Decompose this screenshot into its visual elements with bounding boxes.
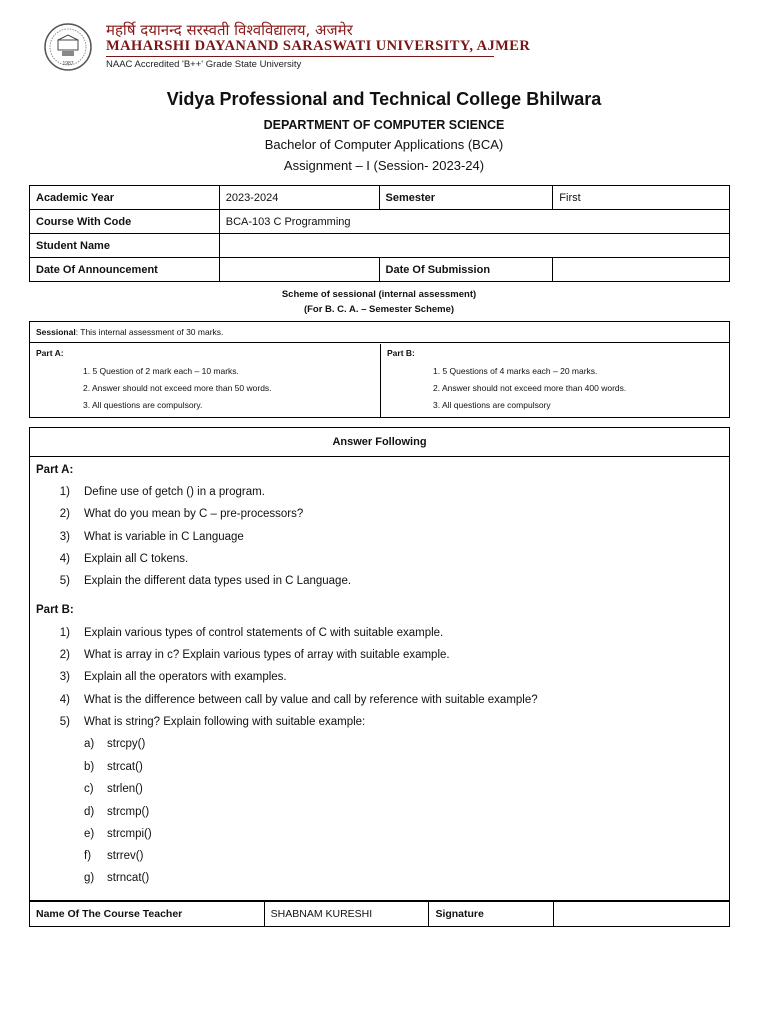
part-b-rule: 3. All questions are compulsory [433,400,551,410]
part-a-rule: 3. All questions are compulsory. [83,400,203,410]
sessional-heading [30,322,729,343]
university-name: MAHARSHI DAYANAND SARASWATI UNIVERSITY, AJMER [106,38,531,54]
header-rule [106,56,494,57]
subitem-letter: g) [84,872,95,884]
subitem-letter: f) [84,850,92,862]
department-title: DEPARTMENT OF COMPUTER SCIENCE [263,118,505,132]
sessional-box [29,321,730,418]
question-number: 5) [59,716,70,728]
assignment-title: Assignment – I (Session- 2023-24) [283,158,485,173]
question-number: 3) [59,531,70,543]
course-value: BCA-103 C Programming [219,210,729,234]
question-text: What is array in c? Explain various types of array with suitable example. [84,649,450,661]
part-a-heading: Part A: [36,464,74,476]
question-number: 4) [59,694,70,706]
part-b-rule: 2. Answer should not exceed more than 400 words. [433,383,627,393]
info-table [29,185,730,282]
part-a-rule: 1. 5 Question of 2 mark each – 10 marks. [83,366,239,376]
part-b-rule: 1. 5 Questions of 4 marks each – 20 marks. [433,366,598,376]
subitem-text: strcpy() [107,738,146,750]
announcement-date-label: Date Of Announcement [30,258,220,282]
subitem-letter: b) [84,761,95,773]
part-b-heading: Part B: [36,604,74,616]
teacher-value: SHABNAM KURESHI [264,902,429,927]
svg-text:1987: 1987 [62,61,74,67]
semester-label: Semester [379,186,553,210]
scheme-title: Scheme of sessional (internal assessment) [281,289,477,300]
question-text: Explain all the operators with examples. [84,671,287,683]
program-title: Bachelor of Computer Applications (BCA) [264,137,504,152]
question-text: What is string? Explain following with suitable example: [84,716,366,728]
table-row [30,258,730,282]
part-a-rule: 2. Answer should not exceed more than 50 words. [83,383,272,393]
college-title: Vidya Professional and Technical College Bhilwara [166,89,602,109]
subitem-text: strrev() [107,850,144,862]
scheme-subtitle: (For B. C. A. – Semester Scheme) [303,304,455,315]
question-text: Explain the different data types used in C Language. [84,575,352,587]
subitem-letter: a) [84,738,95,750]
sessional-label: Sessional [36,327,76,337]
question-text: Explain various types of control statements of C with suitable example. [84,627,444,639]
academic-year-value: 2023-2024 [219,186,379,210]
university-name-hindi: महर्षि दयानन्द सरस्वती विश्वविद्यालय, अजमेर [106,21,353,39]
question-text: What is variable in C Language [84,531,244,543]
question-text: What is the difference between call by value and call by reference with suitable example? [84,694,538,706]
question-number: 4) [59,553,70,565]
course-label: Course With Code [30,210,220,234]
signature-label: Signature [429,902,554,927]
subitem-letter: d) [84,806,95,818]
question-text: What do you mean by C – pre-processors? [84,508,304,520]
announcement-date-field[interactable] [219,258,379,282]
table-row [30,234,730,258]
subitem-text: strcmpi() [107,828,152,840]
part-b-label: Part B: [387,348,415,358]
student-name-label: Student Name [30,234,220,258]
teacher-label: Name Of The Course Teacher [30,902,265,927]
question-number: 1) [59,486,70,498]
student-name-field[interactable] [219,234,729,258]
column-divider [380,344,381,417]
question-number: 3) [59,671,70,683]
question-text: Explain all C tokens. [84,553,189,565]
answer-heading: Answer Following [30,428,729,457]
accreditation-text: NAAC Accredited 'B++' Grade State University [106,59,302,70]
question-number: 2) [59,508,70,520]
subitem-letter: e) [84,828,95,840]
part-a-label: Part A: [36,348,64,358]
question-number: 2) [59,649,70,661]
subitem-text: strncat() [107,872,150,884]
table-row [30,902,730,927]
subitem-letter: c) [84,783,94,795]
sessional-text: : This internal assessment of 30 marks. [75,327,224,337]
subitem-text: strcmp() [107,806,150,818]
question-number: 1) [59,627,70,639]
university-logo [38,22,98,72]
subitem-text: strlen() [107,783,143,795]
question-text: Define use of getch () in a program. [84,486,265,498]
signature-field[interactable] [554,902,730,927]
question-number: 5) [59,575,70,587]
semester-value: First [553,186,730,210]
answer-box [29,427,730,901]
submission-date-label: Date Of Submission [379,258,553,282]
table-row [30,186,730,210]
submission-date-field[interactable] [553,258,730,282]
teacher-table [29,901,730,927]
academic-year-label: Academic Year [30,186,220,210]
table-row [30,210,730,234]
subitem-text: strcat() [107,761,143,773]
